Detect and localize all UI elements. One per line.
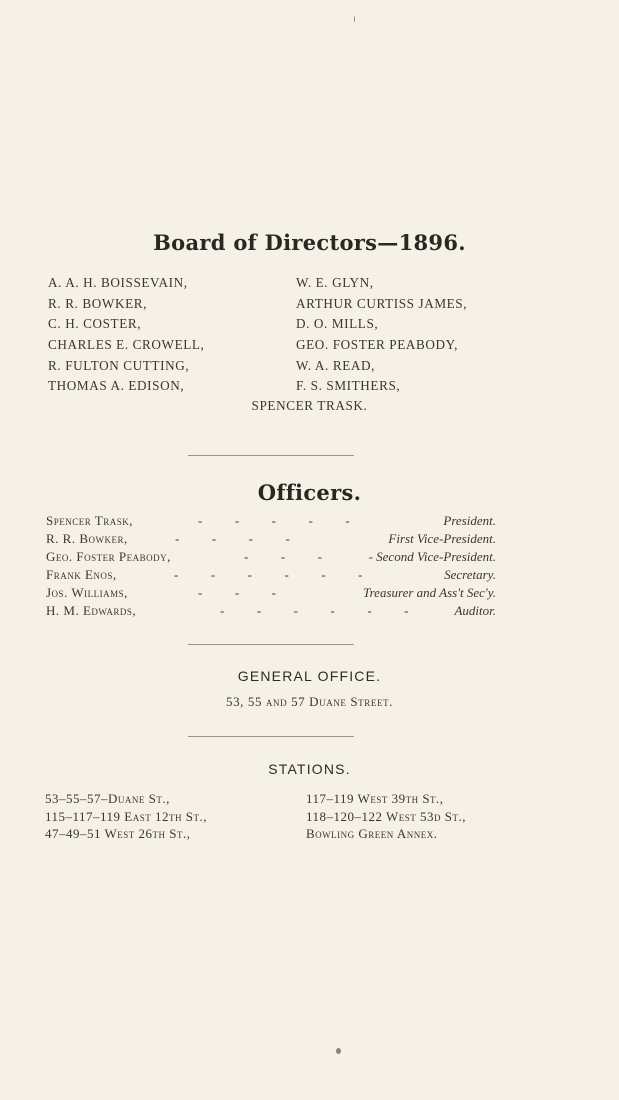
directors-right-column xyxy=(296,273,467,397)
board-of-directors-heading: Board of Directors—1896. xyxy=(153,230,466,255)
director-name-centered: SPENCER TRASK. xyxy=(251,398,368,413)
officer-title: Treasurer and Ass't Sec'y. xyxy=(363,585,496,600)
director-name: A. A. H. BOISSEVAIN, xyxy=(48,275,188,290)
divider-rule xyxy=(188,455,354,456)
station-address: 53–55–57–Duane St., xyxy=(45,791,170,806)
officer-name: Geo. Foster Peabody, xyxy=(46,549,171,564)
officer-title: First Vice-President. xyxy=(388,531,496,546)
officer-row xyxy=(46,603,496,621)
stations-right-column xyxy=(306,790,466,843)
divider-rule xyxy=(188,644,354,645)
director-name: R. FULTON CUTTING, xyxy=(48,357,190,373)
director-name: D. O. MILLS, xyxy=(296,316,379,332)
leader-dashes: - - - - xyxy=(175,531,290,546)
general-office-heading: GENERAL OFFICE. xyxy=(237,668,382,684)
station-address: Bowling Green Annex. xyxy=(306,826,438,841)
leader-dashes: - - - - - - xyxy=(174,567,363,582)
directors-left-column xyxy=(48,273,204,397)
station-address: 117–119 West 39th St., xyxy=(306,791,444,806)
officer-title: Secretary. xyxy=(444,567,496,582)
paper-blemish xyxy=(354,16,355,22)
leader-dashes: - - - - - - xyxy=(220,603,409,618)
stations-left-column xyxy=(45,790,207,843)
officer-name: H. M. Edwards, xyxy=(46,603,137,618)
director-name: ARTHUR CURTISS JAMES, xyxy=(296,295,468,311)
director-name: W. E. GLYN, xyxy=(296,275,374,290)
director-name: C. H. COSTER, xyxy=(48,316,142,332)
director-name: GEO. FOSTER PEABODY, xyxy=(296,337,458,353)
officer-row xyxy=(46,585,496,603)
leader-dashes: - - - xyxy=(244,549,322,564)
stations-heading: STATIONS. xyxy=(268,761,351,777)
officer-title: - Second Vice-President. xyxy=(368,549,496,564)
officer-row xyxy=(46,531,496,549)
officer-row xyxy=(46,549,496,567)
leader-dashes: - - - - - xyxy=(198,513,350,528)
director-name: THOMAS A. EDISON, xyxy=(48,378,185,394)
divider-rule xyxy=(188,736,354,737)
general-office-address: 53, 55 and 57 Duane Street. xyxy=(225,694,394,709)
officer-name: Spencer Trask, xyxy=(46,513,133,528)
director-name: R. R. BOWKER, xyxy=(48,295,148,311)
station-address: 115–117–119 East 12th St., xyxy=(45,808,207,824)
director-name: CHARLES E. CROWELL, xyxy=(48,337,205,353)
director-name: F. S. SMITHERS, xyxy=(296,378,401,394)
officer-row xyxy=(46,513,496,531)
officer-name: R. R. Bowker, xyxy=(46,531,128,546)
director-name: W. A. READ, xyxy=(296,357,376,373)
officers-heading: Officers. xyxy=(257,480,362,505)
officer-name: Frank Enos, xyxy=(46,567,117,582)
officer-title: President. xyxy=(443,513,496,528)
station-address: 47–49–51 West 26th St., xyxy=(45,826,191,841)
leader-dashes: - - - xyxy=(198,585,276,600)
station-address: 118–120–122 West 53d St., xyxy=(306,808,467,824)
officer-row xyxy=(46,567,496,585)
officer-name: Jos. Williams, xyxy=(46,585,128,600)
paper-blemish xyxy=(336,1048,341,1054)
officer-title: Auditor. xyxy=(454,603,496,618)
